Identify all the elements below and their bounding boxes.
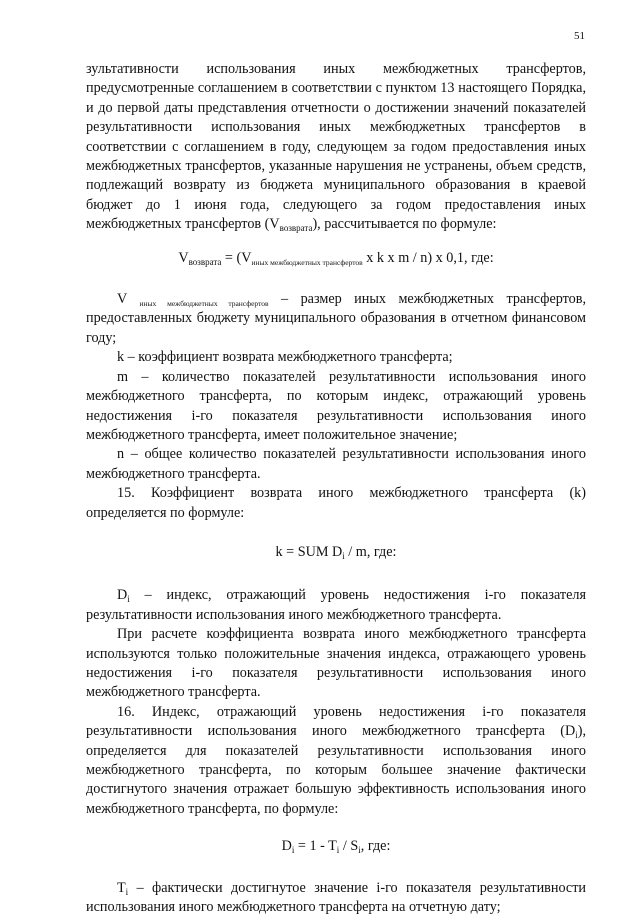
definition-v: V $_{иных межбюджетных трансфертов}$ – размер иных межбюджетных трансфертов, предоставленных бюджету муниципального образования в отчетном финансовом году; (86, 291, 587, 346)
formula-return-volume: $V_{возврата} = (V_{иных межбюджетных трансфертов}$ x k x m / n) x 0,1, где: (178, 249, 494, 267)
formula-coefficient: k = SUM $D_i$ / m, где: (275, 543, 397, 561)
formula-index: $D_i = 1 - T_i / S_i$, где: (281, 838, 391, 856)
definition-k: k – коэффициент возврата межбюджетного трансферта; (117, 349, 453, 366)
paragraph-16: 16. Индекс, отражающий уровень недостижения i-го показателя результативности использования иного межбюджетного трансферта $(D_i)$, определяется для показателей результативности использования иного межбюджетного трансферта, по которым большее значение фактически достигнутого значения отражает большую эффективность использования иного межбюджетного трансферта, по формуле: (86, 703, 586, 817)
page-number: 51 (574, 30, 585, 42)
definition-n: n – общее количество показателей результативности использования иного межбюджетного трансферта. (86, 446, 586, 482)
paragraph-15: 15. Коэффициент возврата иного межбюджетного трансферта (k) определяется по формуле: (86, 485, 586, 521)
definition-ti: $T_i$ – фактически достигнутое значение i-го показателя результативности использования иного межбюджетного трансферта на отчетную дату; (86, 879, 586, 916)
definition-di: $D_i$ – индекс, отражающий уровень недостижения i-го показателя результативности использования иного межбюджетного трансферта. (86, 587, 586, 623)
definition-m: m – количество показателей результативности использования иного межбюджетного трансферта, по которым индекс, отражающий уровень недостижения i-го показателя результативности использования иного межбюджетного трансферта, имеет положительное значение; (86, 368, 586, 443)
paragraph-continuation: зультативности использования иных межбюджетных трансфертов, предусмотренные соглашением в соответствии с пунктом 13 настоящего Порядка, и до первой даты представления отчетности о достижении значений показателей результативности использования иных межбюджетных трансфертов в соответствии с соглашением в году, следующем за годом предоставления иных межбюджетных трансфертов, указанные нарушения не устранены, объем средств, подлежащий возврату из бюджета муниципального образования в краевой бюджет до 1 июня года, следующего за годом предоставления иных межбюджетных трансфертов $(V_{возврата})$, рассчитывается по формуле: (86, 61, 586, 234)
document-body (86, 60, 586, 917)
subscript: возврата (279, 223, 313, 234)
paragraph-calculation: При расчете коэффициента возврата иного межбюджетного трансферта используются только положительные значения индекса, отражающего уровень недостижения i-го показателя результативности использования иного межбюджетного трансферта. (86, 626, 586, 701)
